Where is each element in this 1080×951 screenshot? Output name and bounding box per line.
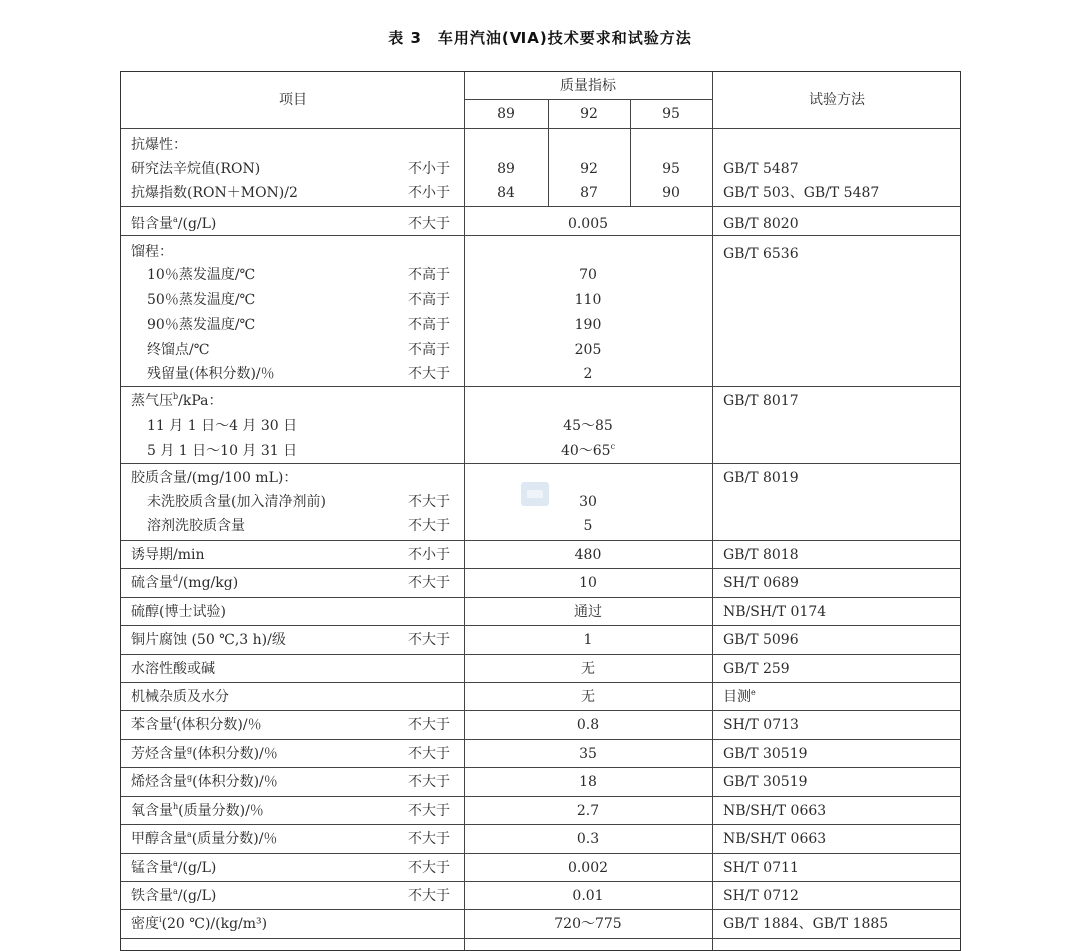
spec-row-method: NB/SH/T 0174 [723, 604, 827, 620]
spec-row-value: 0.8 [576, 717, 600, 733]
distillation-item-value: 2 [583, 366, 593, 382]
col-divider-method [712, 72, 713, 951]
row-divider [121, 938, 961, 939]
spec-row-method: GB/T 1884、GB/T 1885 [723, 916, 889, 932]
distillation-item-limit: 不高于 [408, 292, 450, 308]
distillation-item-value: 70 [579, 267, 597, 283]
spec-row-method: SH/T 0712 [723, 888, 799, 904]
spec-row-limit: 不大于 [408, 774, 450, 790]
row-divider [121, 386, 961, 387]
spec-row-name: 烯烃含量$^g$(体积分数)/％ [131, 773, 278, 790]
vapor-item-value: 40～65$^c$ [560, 442, 616, 459]
spec-row-limit: 不大于 [408, 860, 450, 876]
watermark-logo-icon [521, 482, 549, 506]
ron-limit: 不小于 [408, 161, 450, 177]
spec-row-value: 720～775 [554, 916, 622, 932]
distillation-item-name: 残留量(体积分数)/％ [147, 366, 275, 382]
distillation-item-name: 10％蒸发温度/℃ [147, 267, 256, 283]
gum-item-limit: 不大于 [408, 494, 450, 510]
spec-row-value: 18 [579, 774, 597, 790]
lead-method: GB/T 8020 [723, 216, 799, 232]
distillation-item-limit: 不高于 [408, 267, 450, 283]
row-divider [121, 710, 961, 711]
spec-row-method: SH/T 0713 [723, 717, 799, 733]
lead-value: 0.005 [567, 216, 609, 232]
spec-row-method: NB/SH/T 0663 [723, 803, 827, 819]
spec-row-method: 目测$^e$ [723, 688, 756, 705]
spec-row-limit: 不大于 [408, 746, 450, 762]
row-divider [121, 881, 961, 882]
row-divider [121, 824, 961, 825]
antiknock-label: 抗爆性： [131, 137, 187, 153]
col-divider-item [464, 72, 465, 951]
spec-row-method: SH/T 0711 [723, 860, 799, 876]
spec-row-name: 硫醇(博士试验) [131, 604, 226, 620]
col-divider-95 [630, 99, 631, 206]
row-divider [121, 235, 961, 236]
distillation-label: 馏程： [131, 244, 173, 260]
aki-name: 抗爆指数(RON＋MON)/2 [131, 185, 298, 201]
row-divider [121, 206, 961, 207]
spec-row-limit: 不大于 [408, 575, 450, 591]
header-item: 项目 [279, 92, 307, 108]
row-divider [121, 128, 961, 129]
spec-row-value: 1 [583, 632, 593, 648]
row-divider [121, 739, 961, 740]
vapor-label: 蒸气压$^b$/kPa： [131, 392, 223, 409]
spec-row-value: 无 [581, 661, 595, 677]
spec-row-method: NB/SH/T 0663 [723, 831, 827, 847]
row-divider [121, 654, 961, 655]
ron-name: 研究法辛烷值(RON) [131, 161, 261, 177]
distillation-method: GB/T 6536 [723, 246, 799, 262]
aki-method: GB/T 503、GB/T 5487 [723, 185, 880, 201]
row-divider [121, 625, 961, 626]
gum-item-limit: 不大于 [408, 518, 450, 534]
spec-row-value: 0.002 [567, 860, 609, 876]
spec-row-name: 锰含量$^a$/(g/L) [131, 859, 217, 876]
distillation-item-limit: 不高于 [408, 342, 450, 358]
distillation-item-value: 110 [574, 292, 602, 308]
spec-row-value: 480 [574, 547, 602, 563]
lead-limit: 不大于 [408, 216, 450, 232]
spec-row-name: 氧含量$^h$(质量分数)/％ [131, 802, 264, 819]
ron-value-95: 95 [662, 161, 680, 177]
header-quality: 质量指标 [560, 78, 616, 94]
aki-value-89: 84 [497, 185, 515, 201]
spec-row-method: GB/T 259 [723, 661, 790, 677]
gum-item-value: 5 [583, 518, 593, 534]
row-divider [121, 540, 961, 541]
distillation-item-limit: 不大于 [408, 366, 450, 382]
gum-label: 胶质含量/(mg/100 mL)： [131, 470, 298, 486]
distillation-item-name: 90％蒸发温度/℃ [147, 317, 256, 333]
spec-row-limit: 不小于 [408, 547, 450, 563]
row-divider [121, 796, 961, 797]
ron-value-92: 92 [580, 161, 598, 177]
gum-item-name: 溶剂洗胶质含量 [147, 518, 245, 534]
spec-row-name: 密度$^i$(20 ℃)/(kg/m³) [131, 915, 268, 932]
spec-table [120, 71, 961, 951]
distillation-item-value: 190 [574, 317, 602, 333]
row-divider [121, 463, 961, 464]
spec-row-value: 0.3 [576, 831, 600, 847]
spec-row-limit: 不大于 [408, 632, 450, 648]
spec-row-limit: 不大于 [408, 803, 450, 819]
distillation-item-name: 终馏点/℃ [147, 342, 210, 358]
spec-row-name: 诱导期/min [131, 547, 205, 563]
spec-row-method: GB/T 30519 [723, 774, 808, 790]
row-divider [121, 597, 961, 598]
aki-limit: 不小于 [408, 185, 450, 201]
spec-row-method: GB/T 30519 [723, 746, 808, 762]
gum-item-value: 30 [579, 494, 597, 510]
spec-row-value: 无 [581, 689, 595, 705]
spec-row-limit: 不大于 [408, 888, 450, 904]
vapor-item-name: 11 月 1 日～4 月 30 日 [147, 418, 298, 434]
spec-row-name: 铁含量$^a$/(g/L) [131, 887, 217, 904]
row-divider [121, 853, 961, 854]
gum-method: GB/T 8019 [723, 470, 799, 486]
header-grade-92: 92 [580, 106, 598, 122]
row-divider [121, 682, 961, 683]
spec-row-value: 0.01 [572, 888, 604, 904]
aki-value-95: 90 [662, 185, 680, 201]
spec-row-name: 硫含量$^d$/(mg/kg) [131, 574, 239, 591]
gum-item-name: 未洗胶质含量(加入清净剂前) [147, 494, 326, 510]
spec-row-name: 机械杂质及水分 [131, 689, 229, 705]
spec-row-limit: 不大于 [408, 717, 450, 733]
spec-row-name: 铜片腐蚀 (50 ℃,3 h)/级 [131, 632, 286, 648]
spec-row-value: 35 [579, 746, 597, 762]
spec-row-method: SH/T 0689 [723, 575, 799, 591]
vapor-method: GB/T 8017 [723, 393, 799, 409]
spec-row-value: 通过 [574, 604, 602, 620]
ron-method: GB/T 5487 [723, 161, 799, 177]
spec-row-name: 甲醇含量$^a$(质量分数)/％ [131, 830, 278, 847]
spec-row-method: GB/T 5096 [723, 632, 799, 648]
spec-row-name: 芳烃含量$^g$(体积分数)/％ [131, 745, 278, 762]
vapor-item-name: 5 月 1 日～10 月 31 日 [147, 443, 298, 459]
header-method: 试验方法 [809, 92, 865, 108]
spec-row-method: GB/T 8018 [723, 547, 799, 563]
header-grade-89: 89 [497, 106, 515, 122]
distillation-item-limit: 不高于 [408, 317, 450, 333]
row-divider [121, 909, 961, 910]
spec-row-limit: 不大于 [408, 831, 450, 847]
table-title: 表 3 车用汽油(ⅥA)技术要求和试验方法 [388, 29, 692, 47]
distillation-item-value: 205 [574, 342, 602, 358]
spec-row-name: 苯含量$^f$(体积分数)/％ [131, 716, 262, 733]
col-divider-92 [548, 99, 549, 206]
vapor-item-value: 45～85 [563, 418, 613, 434]
header-sub-divider [464, 99, 712, 100]
header-grade-95: 95 [662, 106, 680, 122]
aki-value-92: 87 [580, 185, 598, 201]
distillation-item-name: 50％蒸发温度/℃ [147, 292, 256, 308]
spec-row-value: 10 [579, 575, 597, 591]
spec-row-value: 2.7 [576, 803, 600, 819]
row-divider [121, 568, 961, 569]
spec-row-name: 水溶性酸或碱 [131, 661, 215, 677]
row-divider [121, 767, 961, 768]
ron-value-89: 89 [497, 161, 515, 177]
lead-name: 铅含量$^a$/(g/L) [131, 215, 217, 232]
